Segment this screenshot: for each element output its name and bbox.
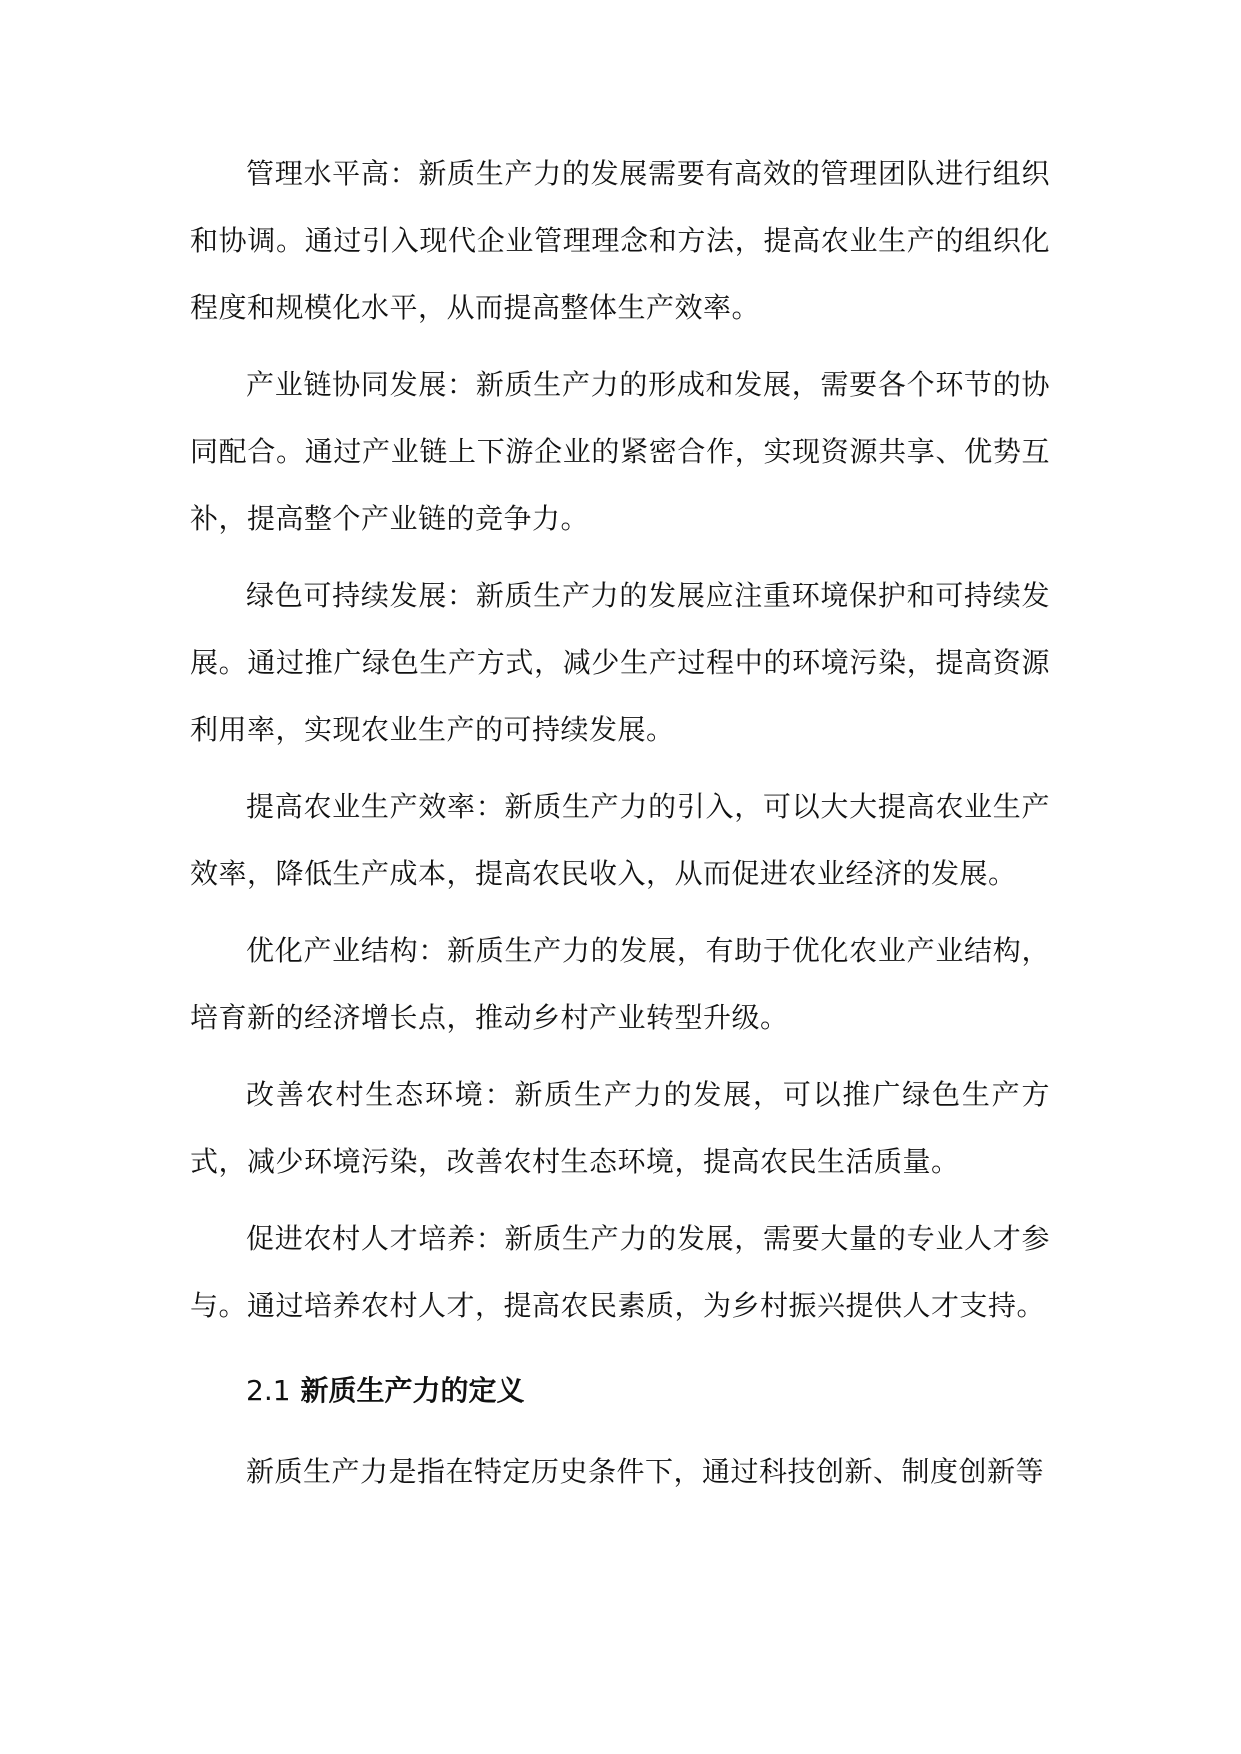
- paragraph-industry-structure: 优化产业结构：新质生产力的发展，有助于优化农业产业结构，培育新的经济增长点，推动乡村产业转型升级。: [190, 934, 1050, 1034]
- paragraph-industry-chain: 产业链协同发展：新质生产力的形成和发展，需要各个环节的协同配合。通过产业链上下游企业的紧密合作，实现资源共享、优势互补，提高整个产业链的竞争力。: [190, 368, 1050, 535]
- paragraph-ecology: 改善农村生态环境：新质生产力的发展，可以推广绿色生产方式，减少环境污染，改善农村生态环境，提高农民生活质量。: [190, 1078, 1050, 1178]
- section-heading: [190, 1357, 1050, 1424]
- paragraph-talent: 促进农村人才培养：新质生产力的发展，需要大量的专业人才参与。通过培养农村人才，提高农民素质，为乡村振兴提供人才支持。: [190, 1222, 1050, 1322]
- document-body: [190, 140, 1050, 1515]
- paragraph-efficiency: 提高农业生产效率：新质生产力的引入，可以大大提高农业生产效率，降低生产成本，提高农民收入，从而促进农业经济的发展。: [190, 790, 1050, 890]
- section-number: 2.1: [246, 1374, 291, 1407]
- section-title: 新质生产力的定义: [300, 1374, 525, 1407]
- paragraph-definition: 新质生产力是指在特定历史条件下，通过科技创新、制度创新等: [246, 1455, 1045, 1488]
- paragraph-green-development: 绿色可持续发展：新质生产力的发展应注重环境保护和可持续发展。通过推广绿色生产方式，减少生产过程中的环境污染，提高资源利用率，实现农业生产的可持续发展。: [190, 579, 1050, 746]
- paragraph-management: 管理水平高：新质生产力的发展需要有高效的管理团队进行组织和协调。通过引入现代企业管理理念和方法，提高农业生产的组织化程度和规模化水平，从而提高整体生产效率。: [190, 157, 1050, 324]
